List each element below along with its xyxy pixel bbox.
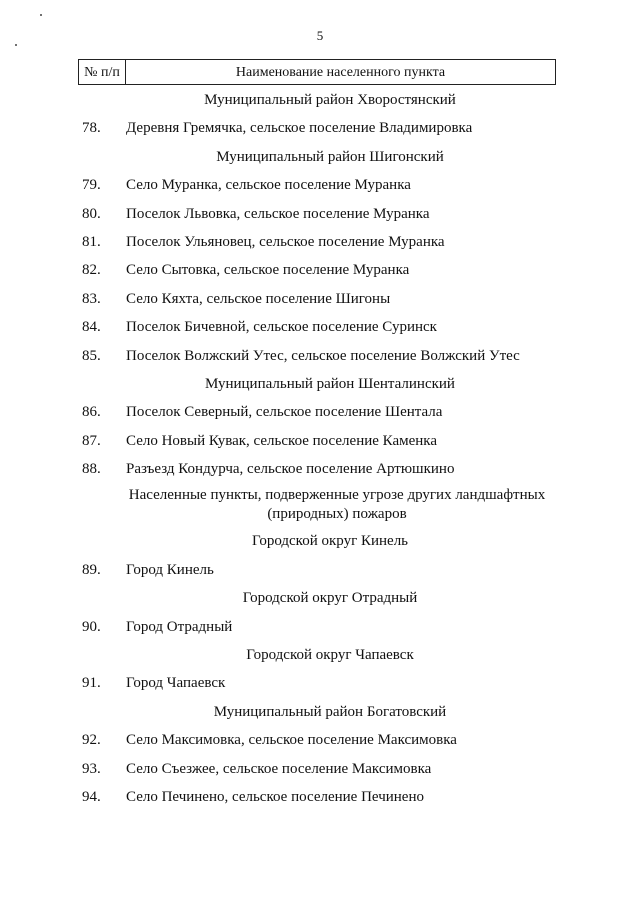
table-header bbox=[78, 59, 556, 85]
item-number: 85. bbox=[82, 347, 101, 364]
list-item bbox=[0, 285, 640, 313]
list-item bbox=[0, 256, 640, 284]
section bbox=[0, 370, 640, 484]
item-text: Поселок Северный, сельское поселение Шентала bbox=[126, 404, 443, 421]
list-item bbox=[0, 313, 640, 341]
list-item bbox=[0, 556, 640, 584]
category-heading bbox=[0, 483, 640, 527]
item-number: 87. bbox=[82, 432, 101, 449]
section-heading: Городской округ Отрадный bbox=[242, 590, 418, 607]
item-number: 90. bbox=[82, 618, 101, 635]
item-number: 82. bbox=[82, 262, 101, 279]
list-item bbox=[0, 755, 640, 783]
item-text: Село Максимовка, сельское поселение Максимовка bbox=[126, 732, 457, 749]
list-item bbox=[0, 342, 640, 370]
table-header-number: № п/п bbox=[79, 60, 126, 84]
item-text: Село Съезжее, сельское поселение Максимовка bbox=[126, 760, 432, 777]
page-number: 5 bbox=[316, 28, 324, 43]
settlement-list bbox=[0, 86, 640, 811]
category-heading-line: Населенные пункты, подверженные угрозе других ландшафтных bbox=[128, 487, 546, 504]
item-text: Деревня Гремячка, сельское поселение Владимировка bbox=[126, 120, 473, 137]
item-number: 93. bbox=[82, 760, 101, 777]
list-item bbox=[0, 455, 640, 483]
item-number: 78. bbox=[82, 120, 101, 137]
item-text: Город Чапаевск bbox=[126, 675, 226, 692]
item-number: 94. bbox=[82, 788, 101, 805]
item-text: Поселок Волжский Утес, сельское поселение Волжский Утес bbox=[126, 347, 520, 364]
list-item bbox=[0, 398, 640, 426]
item-text: Город Кинель bbox=[126, 561, 214, 578]
section-heading: Городской округ Чапаевск bbox=[246, 647, 414, 664]
section bbox=[0, 584, 640, 641]
item-number: 89. bbox=[82, 561, 101, 578]
item-number: 92. bbox=[82, 732, 101, 749]
list-item bbox=[0, 669, 640, 697]
section-heading: Муниципальный район Богатовский bbox=[213, 703, 447, 720]
scan-speck bbox=[40, 14, 42, 16]
item-text: Разъезд Кондурча, сельское поселение Артюшкино bbox=[126, 461, 455, 478]
item-number: 84. bbox=[82, 319, 101, 336]
item-number: 79. bbox=[82, 177, 101, 194]
item-text: Село Муранка, сельское поселение Муранка bbox=[126, 177, 411, 194]
item-number: 86. bbox=[82, 404, 101, 421]
category-heading-line: (природных) пожаров bbox=[267, 506, 407, 523]
section bbox=[0, 143, 640, 370]
list-item bbox=[0, 783, 640, 811]
scan-speck bbox=[15, 44, 17, 46]
item-text: Город Отрадный bbox=[126, 618, 233, 635]
item-number: 80. bbox=[82, 205, 101, 222]
section-heading: Муниципальный район Шенталинский bbox=[205, 375, 455, 392]
item-text: Село Новый Кувак, сельское поселение Каменка bbox=[126, 432, 438, 449]
list-item bbox=[0, 171, 640, 199]
item-text: Село Кяхта, сельское поселение Шигоны bbox=[126, 290, 391, 307]
list-item bbox=[0, 114, 640, 142]
item-text: Село Печинено, сельское поселение Печинено bbox=[126, 788, 424, 805]
item-number: 83. bbox=[82, 290, 101, 307]
item-text: Поселок Бичевной, сельское поселение Суринск bbox=[126, 319, 437, 336]
list-item bbox=[0, 613, 640, 641]
section bbox=[0, 527, 640, 584]
section bbox=[0, 641, 640, 698]
section bbox=[0, 86, 640, 143]
list-item bbox=[0, 200, 640, 228]
item-text: Поселок Ульяновец, сельское поселение Муранка bbox=[126, 233, 445, 250]
item-number: 91. bbox=[82, 675, 101, 692]
section bbox=[0, 698, 640, 812]
section-heading: Муниципальный район Хворостянский bbox=[204, 92, 456, 108]
table-header-name: Наименование населенного пункта bbox=[235, 65, 446, 80]
list-item bbox=[0, 726, 640, 754]
list-item bbox=[0, 427, 640, 455]
section-heading: Муниципальный район Шигонский bbox=[216, 148, 444, 165]
section-heading: Городской округ Кинель bbox=[251, 533, 409, 550]
item-number: 81. bbox=[82, 233, 101, 250]
item-text: Поселок Львовка, сельское поселение Муранка bbox=[126, 205, 430, 222]
list-item bbox=[0, 228, 640, 256]
item-text: Село Сытовка, сельское поселение Муранка bbox=[126, 262, 410, 279]
item-number: 88. bbox=[82, 461, 101, 478]
